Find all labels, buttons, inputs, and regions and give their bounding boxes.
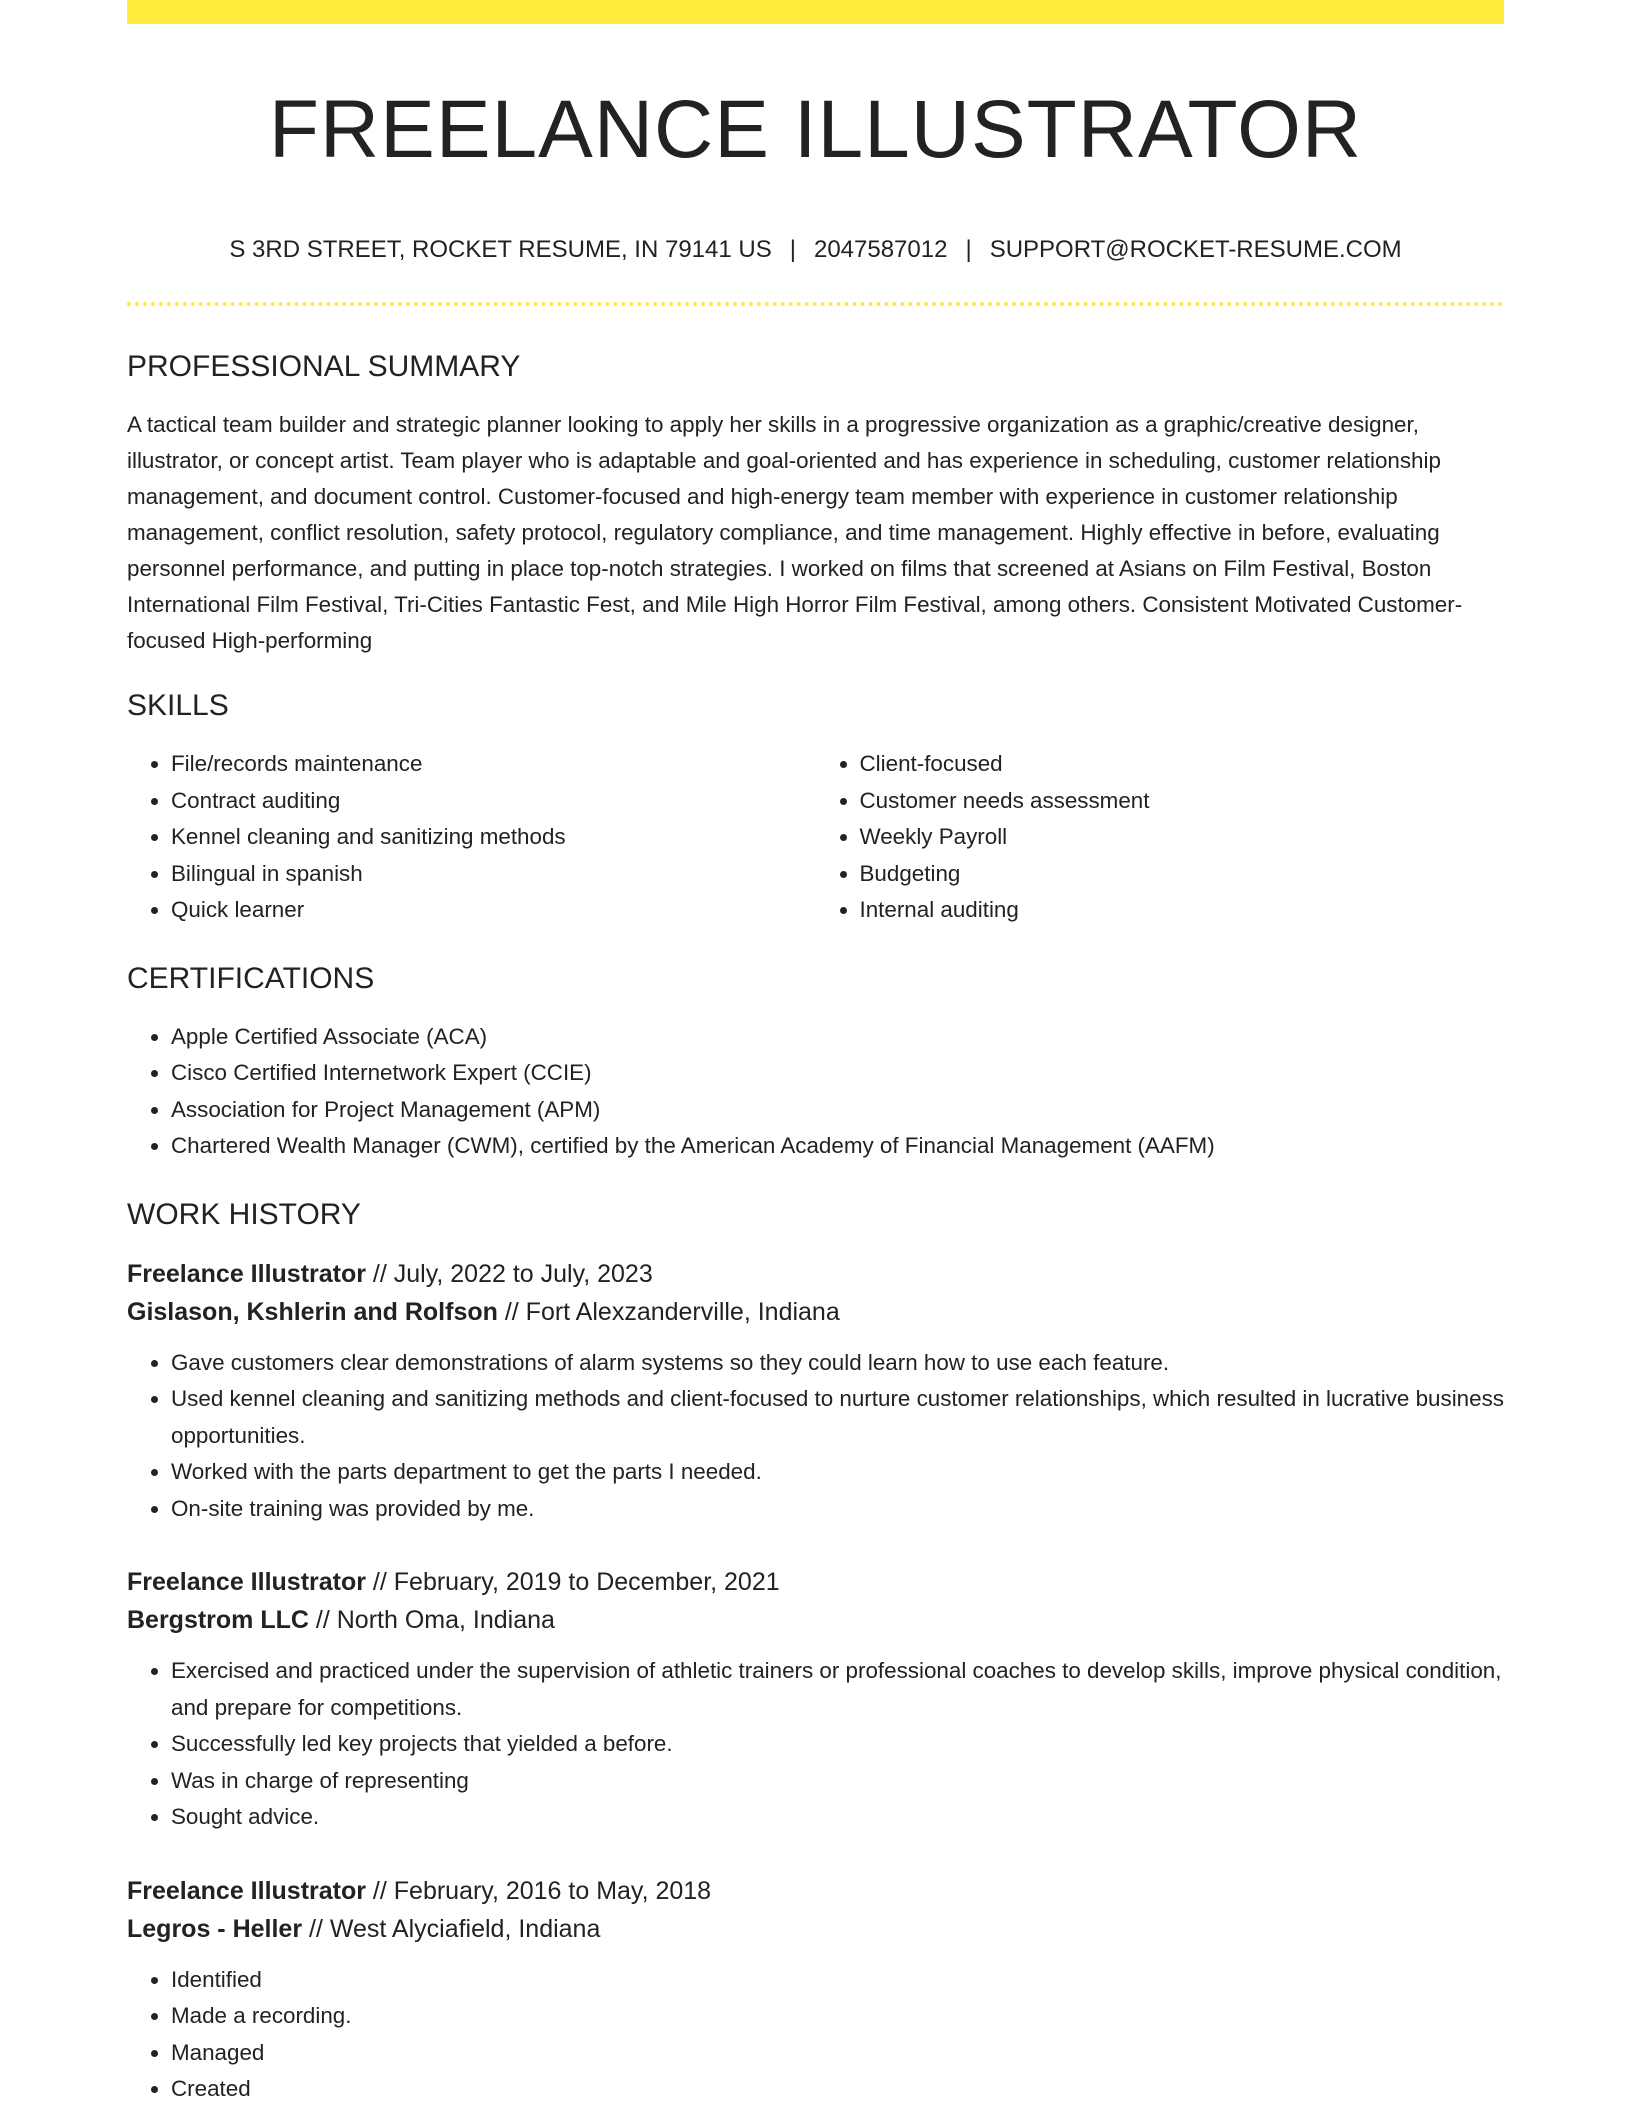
job-dates: // February, 2016 to May, 2018	[365, 1876, 712, 1905]
job-bullets	[127, 1962, 1504, 2108]
job-entry	[127, 1563, 1504, 1836]
job-bullet: • Gave customers clear demonstrations of alarm systems so they could learn how to use each feature.	[171, 1345, 1504, 1382]
skills-list-left	[127, 746, 816, 929]
skill-item: • Client-focused	[860, 746, 1505, 783]
job-company: Bergstrom LLC	[127, 1606, 309, 1634]
certifications-heading: CERTIFICATIONS	[127, 961, 375, 995]
job-title-line	[127, 1872, 1504, 1910]
job-bullets	[127, 1345, 1504, 1528]
job-company-line	[127, 1601, 1504, 1639]
job-dates: // February, 2019 to December, 2021	[365, 1568, 780, 1596]
job-role: Freelance Illustrator	[127, 1259, 366, 1288]
skills-column-right	[816, 746, 1505, 929]
certification-item: • Chartered Wealth Manager (CWM), certified by the American Academy of Financial Management (AAFM)	[171, 1128, 1504, 1165]
skill-item: • Kennel cleaning and sanitizing methods	[171, 819, 816, 856]
job-company-line	[127, 1910, 1504, 1948]
resume-page	[127, 0, 1504, 2108]
job-bullet: • Used kennel cleaning and sanitizing methods and client-focused to nurture customer relationships, which resulted in lucrative business opportunities.	[171, 1381, 1504, 1454]
certifications-list	[127, 1019, 1504, 1165]
certification-item: • Association for Project Management (APM)	[171, 1092, 1504, 1129]
job-title-line	[127, 1563, 1504, 1601]
job-bullet: • Exercised and practiced under the supervision of athletic trainers or professional coaches to develop skills, improve physical condition, and prepare for competitions.	[171, 1653, 1504, 1726]
address: S 3RD STREET, ROCKET RESUME, IN 79141 US	[229, 236, 772, 263]
job-title-line	[127, 1255, 1504, 1293]
skills-column-left	[127, 746, 816, 929]
job-bullet: • Made a recording.	[171, 1998, 1504, 2035]
summary-heading: PROFESSIONAL SUMMARY	[127, 350, 521, 383]
summary-text: A tactical team builder and strategic planner looking to apply her skills in a progressive organization as a graphic/creative designer, illustrator, or concept artist. Team player who is adaptable and goal-oriented and has experience in scheduling, customer relationship management, and document control. Customer-focused and high-energy team member with experience in customer relationship management, conflict resolution, safety protocol, regulatory compliance, and time management. Highly effective in before, evaluating personnel performance, and putting in place top-notch strategies. I worked on films that screened at Asians on Film Festival, Boston International Film Festival, Tri-Cities Fantastic Fest, and Mile High Horror Film Festival, among others. Consistent Motivated Customer-focused High-performing	[127, 412, 1463, 653]
skills-heading: SKILLS	[127, 689, 229, 722]
job-role: Freelance Illustrator	[127, 1876, 366, 1905]
email: SUPPORT@ROCKET-RESUME.COM	[989, 236, 1402, 263]
skill-item: • Internal auditing	[860, 892, 1505, 929]
job-bullet: • Was in charge of representing	[171, 1763, 1504, 1800]
skills-grid	[127, 746, 1504, 929]
job-bullet: • Created	[171, 2071, 1504, 2108]
skill-item: • Budgeting	[860, 856, 1505, 893]
job-entry	[127, 1872, 1504, 2108]
accent-top-bar	[127, 0, 1504, 24]
dotted-divider	[127, 302, 1504, 306]
skill-item: • Quick learner	[171, 892, 816, 929]
job-bullet: • Sought advice.	[171, 1799, 1504, 1836]
job-dates: // July, 2022 to July, 2023	[365, 1259, 653, 1288]
phone: 2047587012	[813, 236, 948, 263]
job-bullets	[127, 1653, 1504, 1836]
job-company-line	[127, 1293, 1504, 1331]
contact-separator: |	[965, 236, 972, 263]
skills-list-right	[816, 746, 1505, 929]
job-location: // North Oma, Indiana	[308, 1606, 555, 1634]
job-entry	[127, 1255, 1504, 1528]
job-bullet: • Identified	[171, 1962, 1504, 1999]
job-company: Gislason, Kshlerin and Rolfson	[127, 1297, 498, 1326]
job-location: // Fort Alexzanderville, Indiana	[497, 1297, 840, 1326]
skill-item: • Customer needs assessment	[860, 783, 1505, 820]
certification-item: • Cisco Certified Internetwork Expert (CCIE)	[171, 1055, 1504, 1092]
skill-item: • Bilingual in spanish	[171, 856, 816, 893]
skill-item: • Contract auditing	[171, 783, 816, 820]
resume-name: FREELANCE ILLUSTRATOR	[268, 84, 1363, 175]
job-bullet: • On-site training was provided by me.	[171, 1491, 1504, 1528]
contact-line	[127, 234, 1504, 266]
job-bullet: • Successfully led key projects that yielded a before.	[171, 1726, 1504, 1763]
skill-item: • Weekly Payroll	[860, 819, 1505, 856]
job-bullet: • Worked with the parts department to get the parts I needed.	[171, 1454, 1504, 1491]
certification-item: • Apple Certified Associate (ACA)	[171, 1019, 1504, 1056]
contact-separator: |	[789, 236, 796, 263]
job-role: Freelance Illustrator	[127, 1568, 366, 1596]
job-bullet: • Managed	[171, 2035, 1504, 2072]
skill-item: • File/records maintenance	[171, 746, 816, 783]
job-company: Legros - Heller	[127, 1914, 303, 1943]
job-location: // West Alyciafield, Indiana	[302, 1914, 601, 1943]
work-history-heading: WORK HISTORY	[127, 1197, 361, 1231]
